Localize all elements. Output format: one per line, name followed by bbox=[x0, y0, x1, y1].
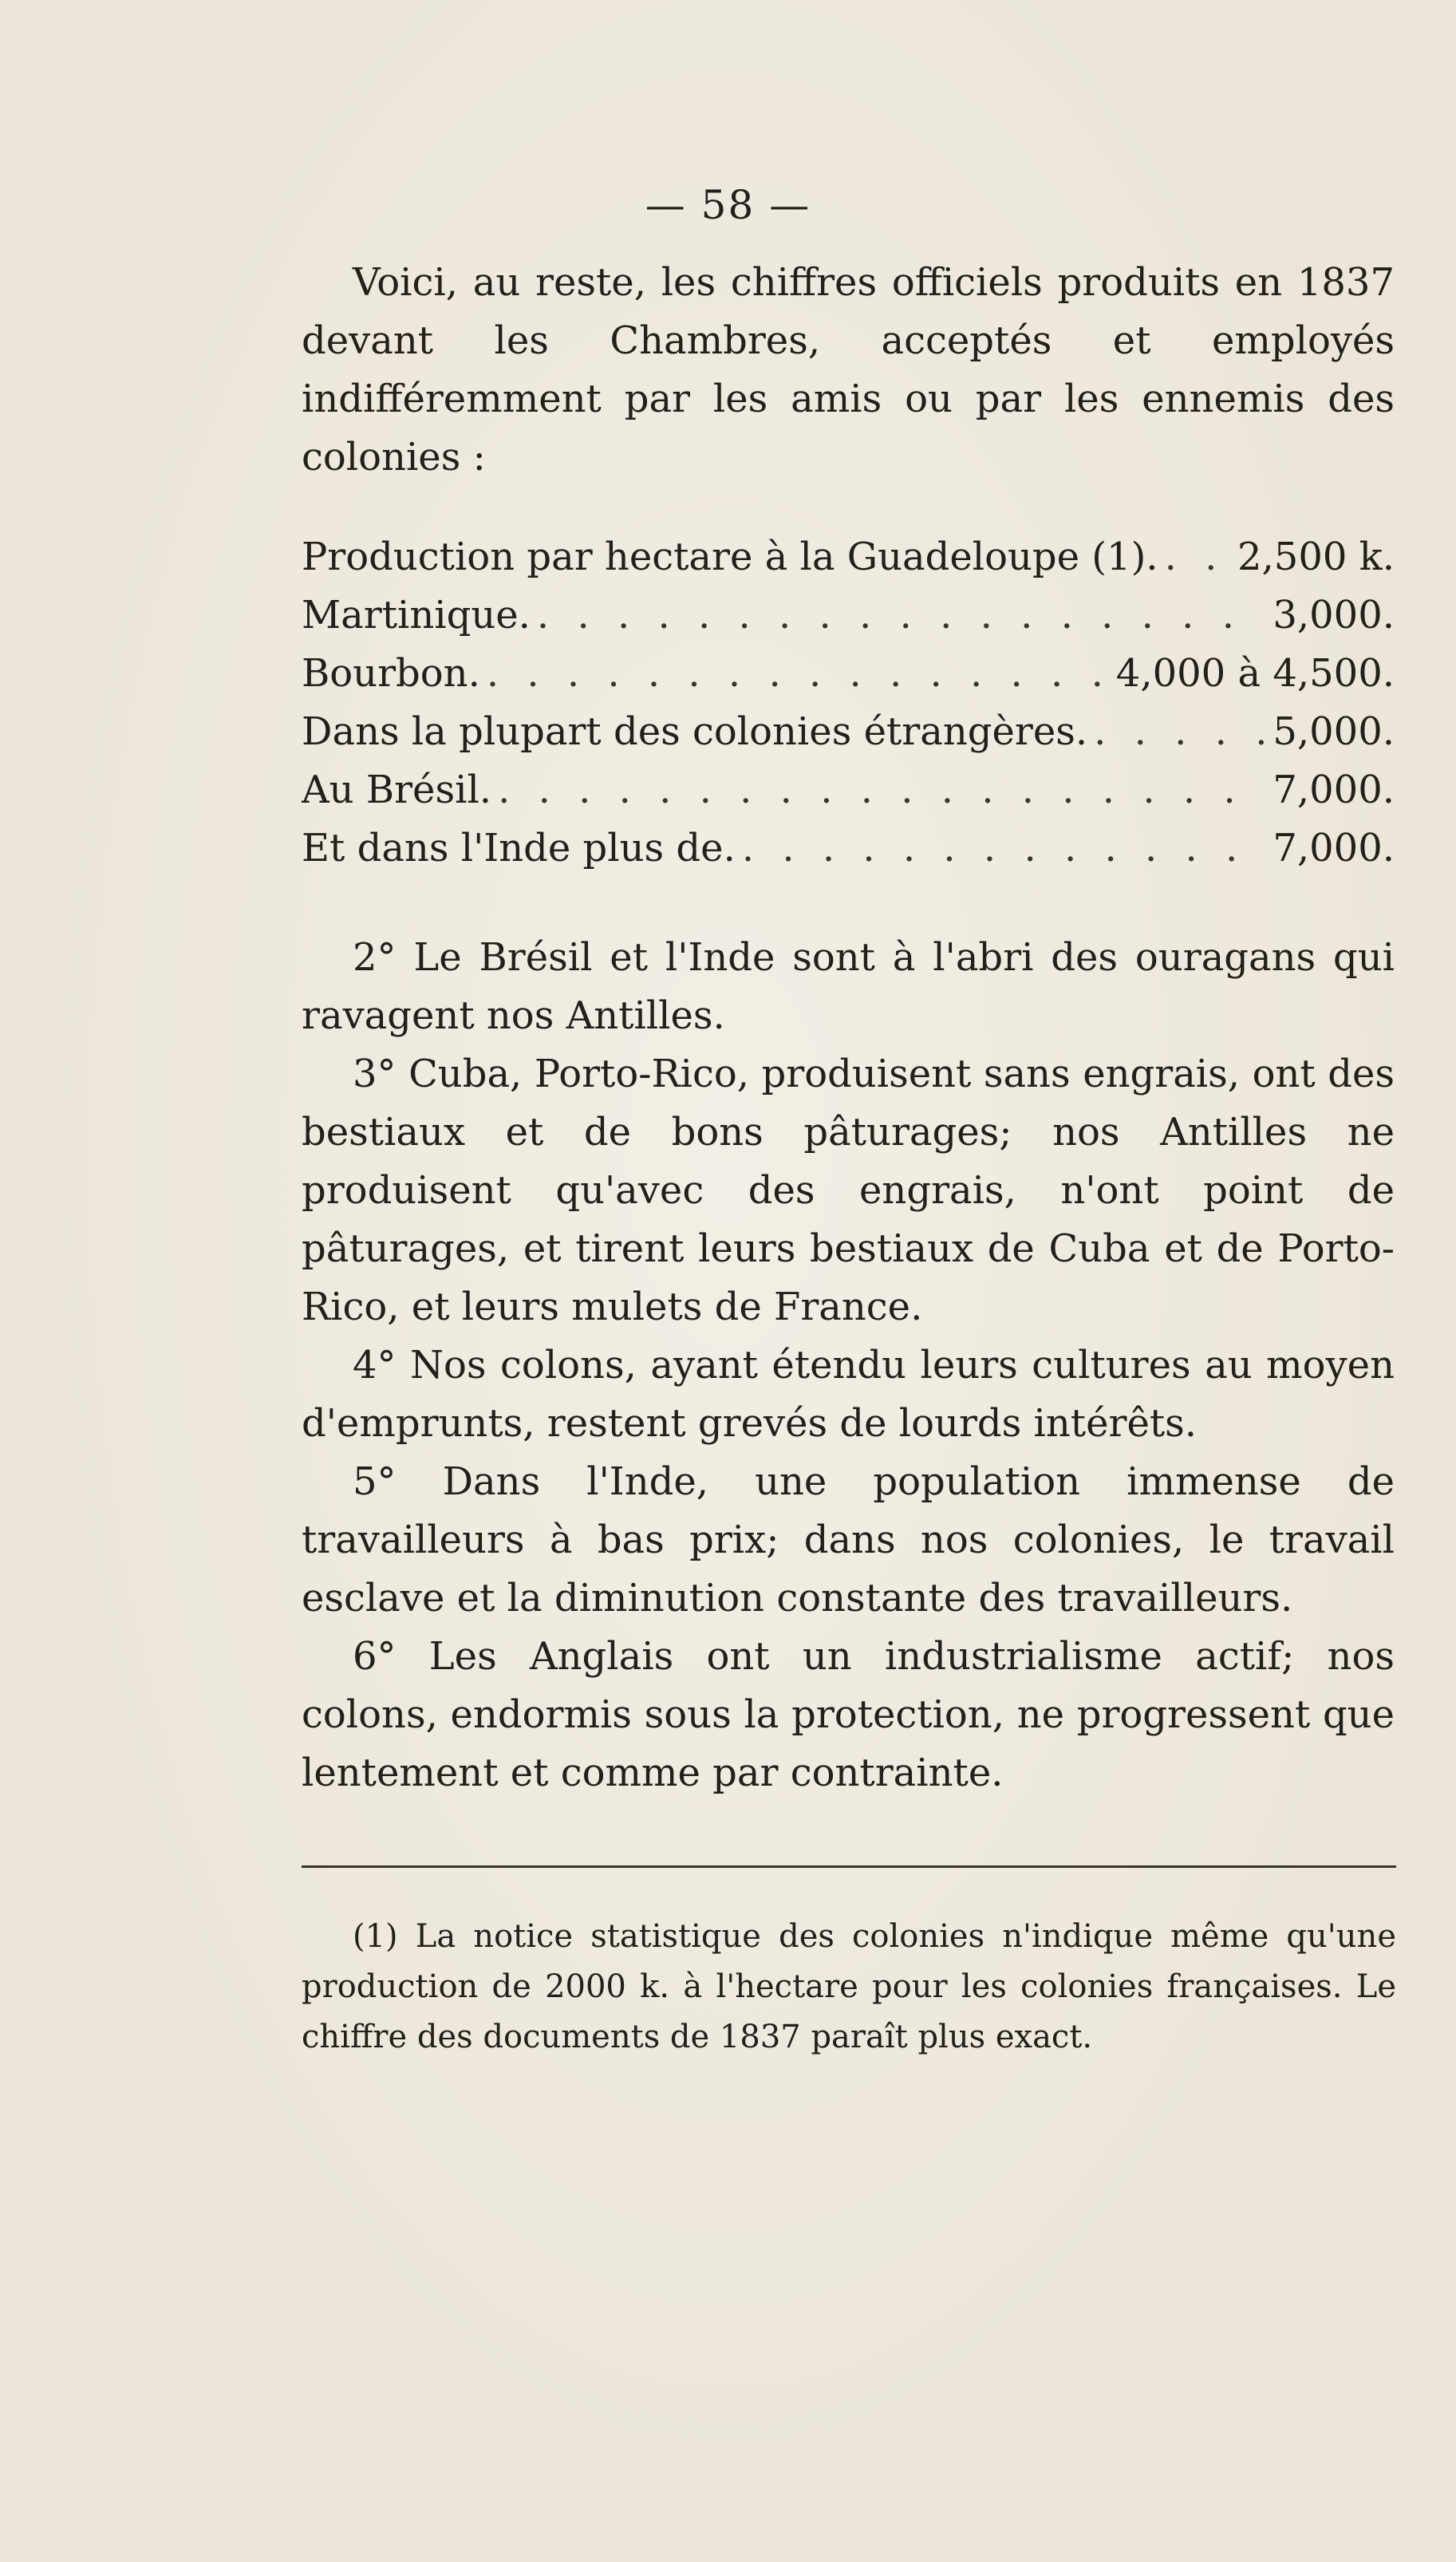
leader-dots bbox=[537, 586, 1266, 645]
leader-dots bbox=[742, 819, 1267, 878]
stat-value: 4,000 à 4,500. bbox=[1115, 651, 1395, 696]
stat-label: Et dans l'Inde plus de. bbox=[302, 826, 736, 870]
point-paragraph: 6° Les Anglais ont un industrialisme actif; nos colons, endormis sous la protection, ne progressent que lentement et comme par contrainte. bbox=[302, 1634, 1395, 1795]
stat-value: 3,000. bbox=[1273, 593, 1395, 638]
intro-block bbox=[302, 254, 1395, 487]
stat-value: 2,500 k. bbox=[1237, 535, 1395, 579]
stat-value: 7,000. bbox=[1273, 826, 1395, 870]
numbered-points bbox=[302, 929, 1395, 1802]
footnote: (1) La notice statistique des colonies n'indique même qu'une production de 2000 k. à l'hectare pour les colonies françaises. Le chiffre des documents de 1837 paraît plus exact. bbox=[302, 1918, 1396, 2055]
point-paragraph: 5° Dans l'Inde, une population immense de travailleurs à bas prix; dans nos colonies, le travail esclave et la diminution constante des travailleurs. bbox=[302, 1459, 1395, 1620]
stat-row bbox=[302, 703, 1395, 761]
stat-label: Production par hectare à la Guadeloupe (1). bbox=[302, 535, 1158, 579]
stat-label: Au Brésil. bbox=[302, 768, 492, 812]
stat-row bbox=[302, 528, 1395, 586]
stat-row bbox=[302, 645, 1395, 703]
stat-row bbox=[302, 586, 1395, 645]
leader-dots bbox=[1165, 528, 1231, 586]
stat-value: 5,000. bbox=[1273, 709, 1395, 754]
stat-row bbox=[302, 761, 1395, 819]
point-paragraph: 2° Le Brésil et l'Inde sont à l'abri des ouragans qui ravagent nos Antilles. bbox=[302, 935, 1395, 1038]
stat-row bbox=[302, 819, 1395, 878]
leader-dots bbox=[1094, 703, 1266, 761]
point-paragraph: 4° Nos colons, ayant étendu leurs cultures au moyen d'emprunts, restent grevés de lourds intérêts. bbox=[302, 1343, 1395, 1446]
stat-label: Martinique. bbox=[302, 593, 531, 638]
leader-dots bbox=[498, 761, 1266, 819]
point-paragraph: 3° Cuba, Porto-Rico, produisent sans engrais, ont des bestiaux et de bons pâturages; nos Antilles ne produisent qu'avec des engrais, n'ont point de pâturages, et tirent leurs bestiaux de Cuba et de Porto-Rico, et leurs mulets de France. bbox=[302, 1052, 1395, 1329]
intro-paragraph: Voici, au reste, les chiffres officiels produits en 1837 devant les Chambres, acceptés et employés indifféremment par les amis ou par les ennemis des colonies : bbox=[302, 260, 1395, 480]
footnote-divider bbox=[302, 1865, 1396, 1868]
leader-dots bbox=[487, 645, 1110, 703]
statistics-table bbox=[302, 528, 1395, 878]
stat-label: Dans la plupart des colonies étrangères. bbox=[302, 709, 1088, 754]
page-number: — 58 — bbox=[645, 182, 811, 228]
stat-value: 7,000. bbox=[1273, 768, 1395, 812]
stat-label: Bourbon. bbox=[302, 651, 480, 696]
